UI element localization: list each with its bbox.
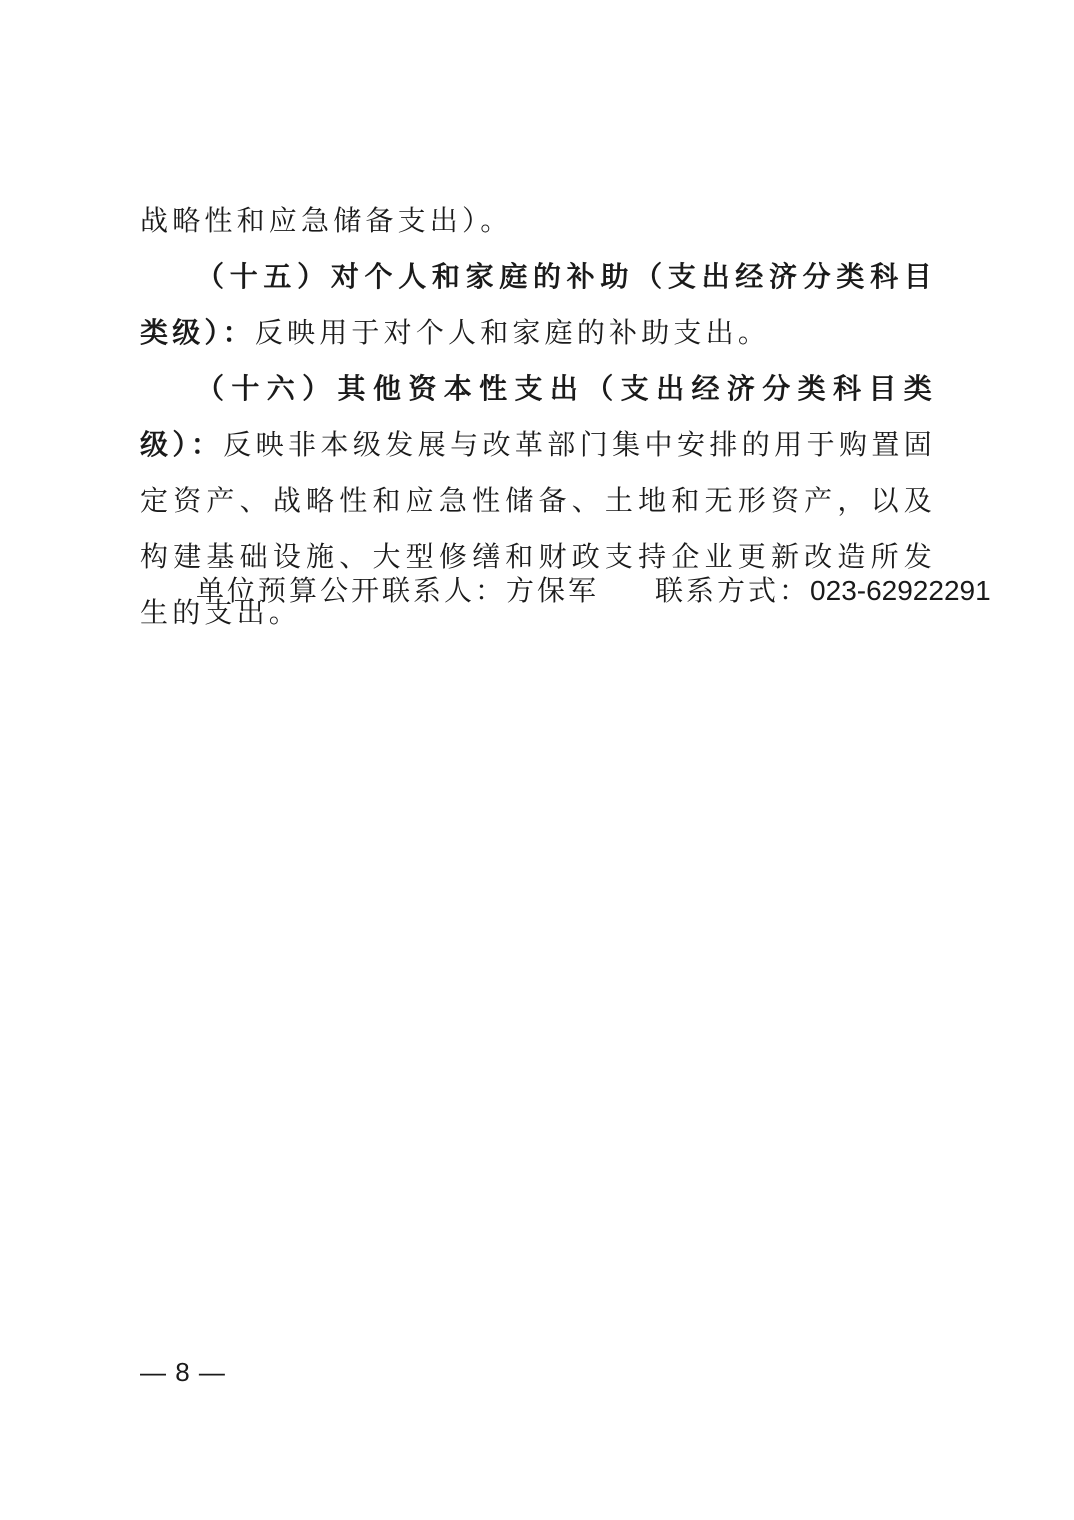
contact-line: [196, 563, 991, 619]
paragraph-body-15: 反映用于对个人和家庭的补助支出。: [254, 316, 771, 349]
paragraph-heading-15: （十五）对个人和家庭的补助（支出经济分类科目类级）：: [140, 260, 936, 349]
continuation-text: 战略性和应急储备支出）。: [140, 204, 513, 237]
contact-phone: 023-62922291: [810, 575, 991, 606]
contact-person-name: 方保军: [506, 574, 600, 607]
continuation-line: [140, 193, 936, 249]
page-number: — 8 —: [140, 1357, 226, 1387]
paragraph-item-15: [140, 249, 936, 361]
contact-person-label: 单位预算公开联系人：: [196, 574, 507, 607]
paragraph-heading-16: （十六）其他资本性支出（支出经济分类科目类级）：: [140, 372, 936, 461]
contact-method-label: 联系方式：: [655, 574, 811, 607]
paragraph-body-16: 反映非本级发展与改革部门集中安排的用于购置固定资产、战略性和应急性储备、土地和无形资产，以及构建基础设施、大型修缮和财政支持企业更新改造所发生的支出。: [140, 428, 936, 629]
